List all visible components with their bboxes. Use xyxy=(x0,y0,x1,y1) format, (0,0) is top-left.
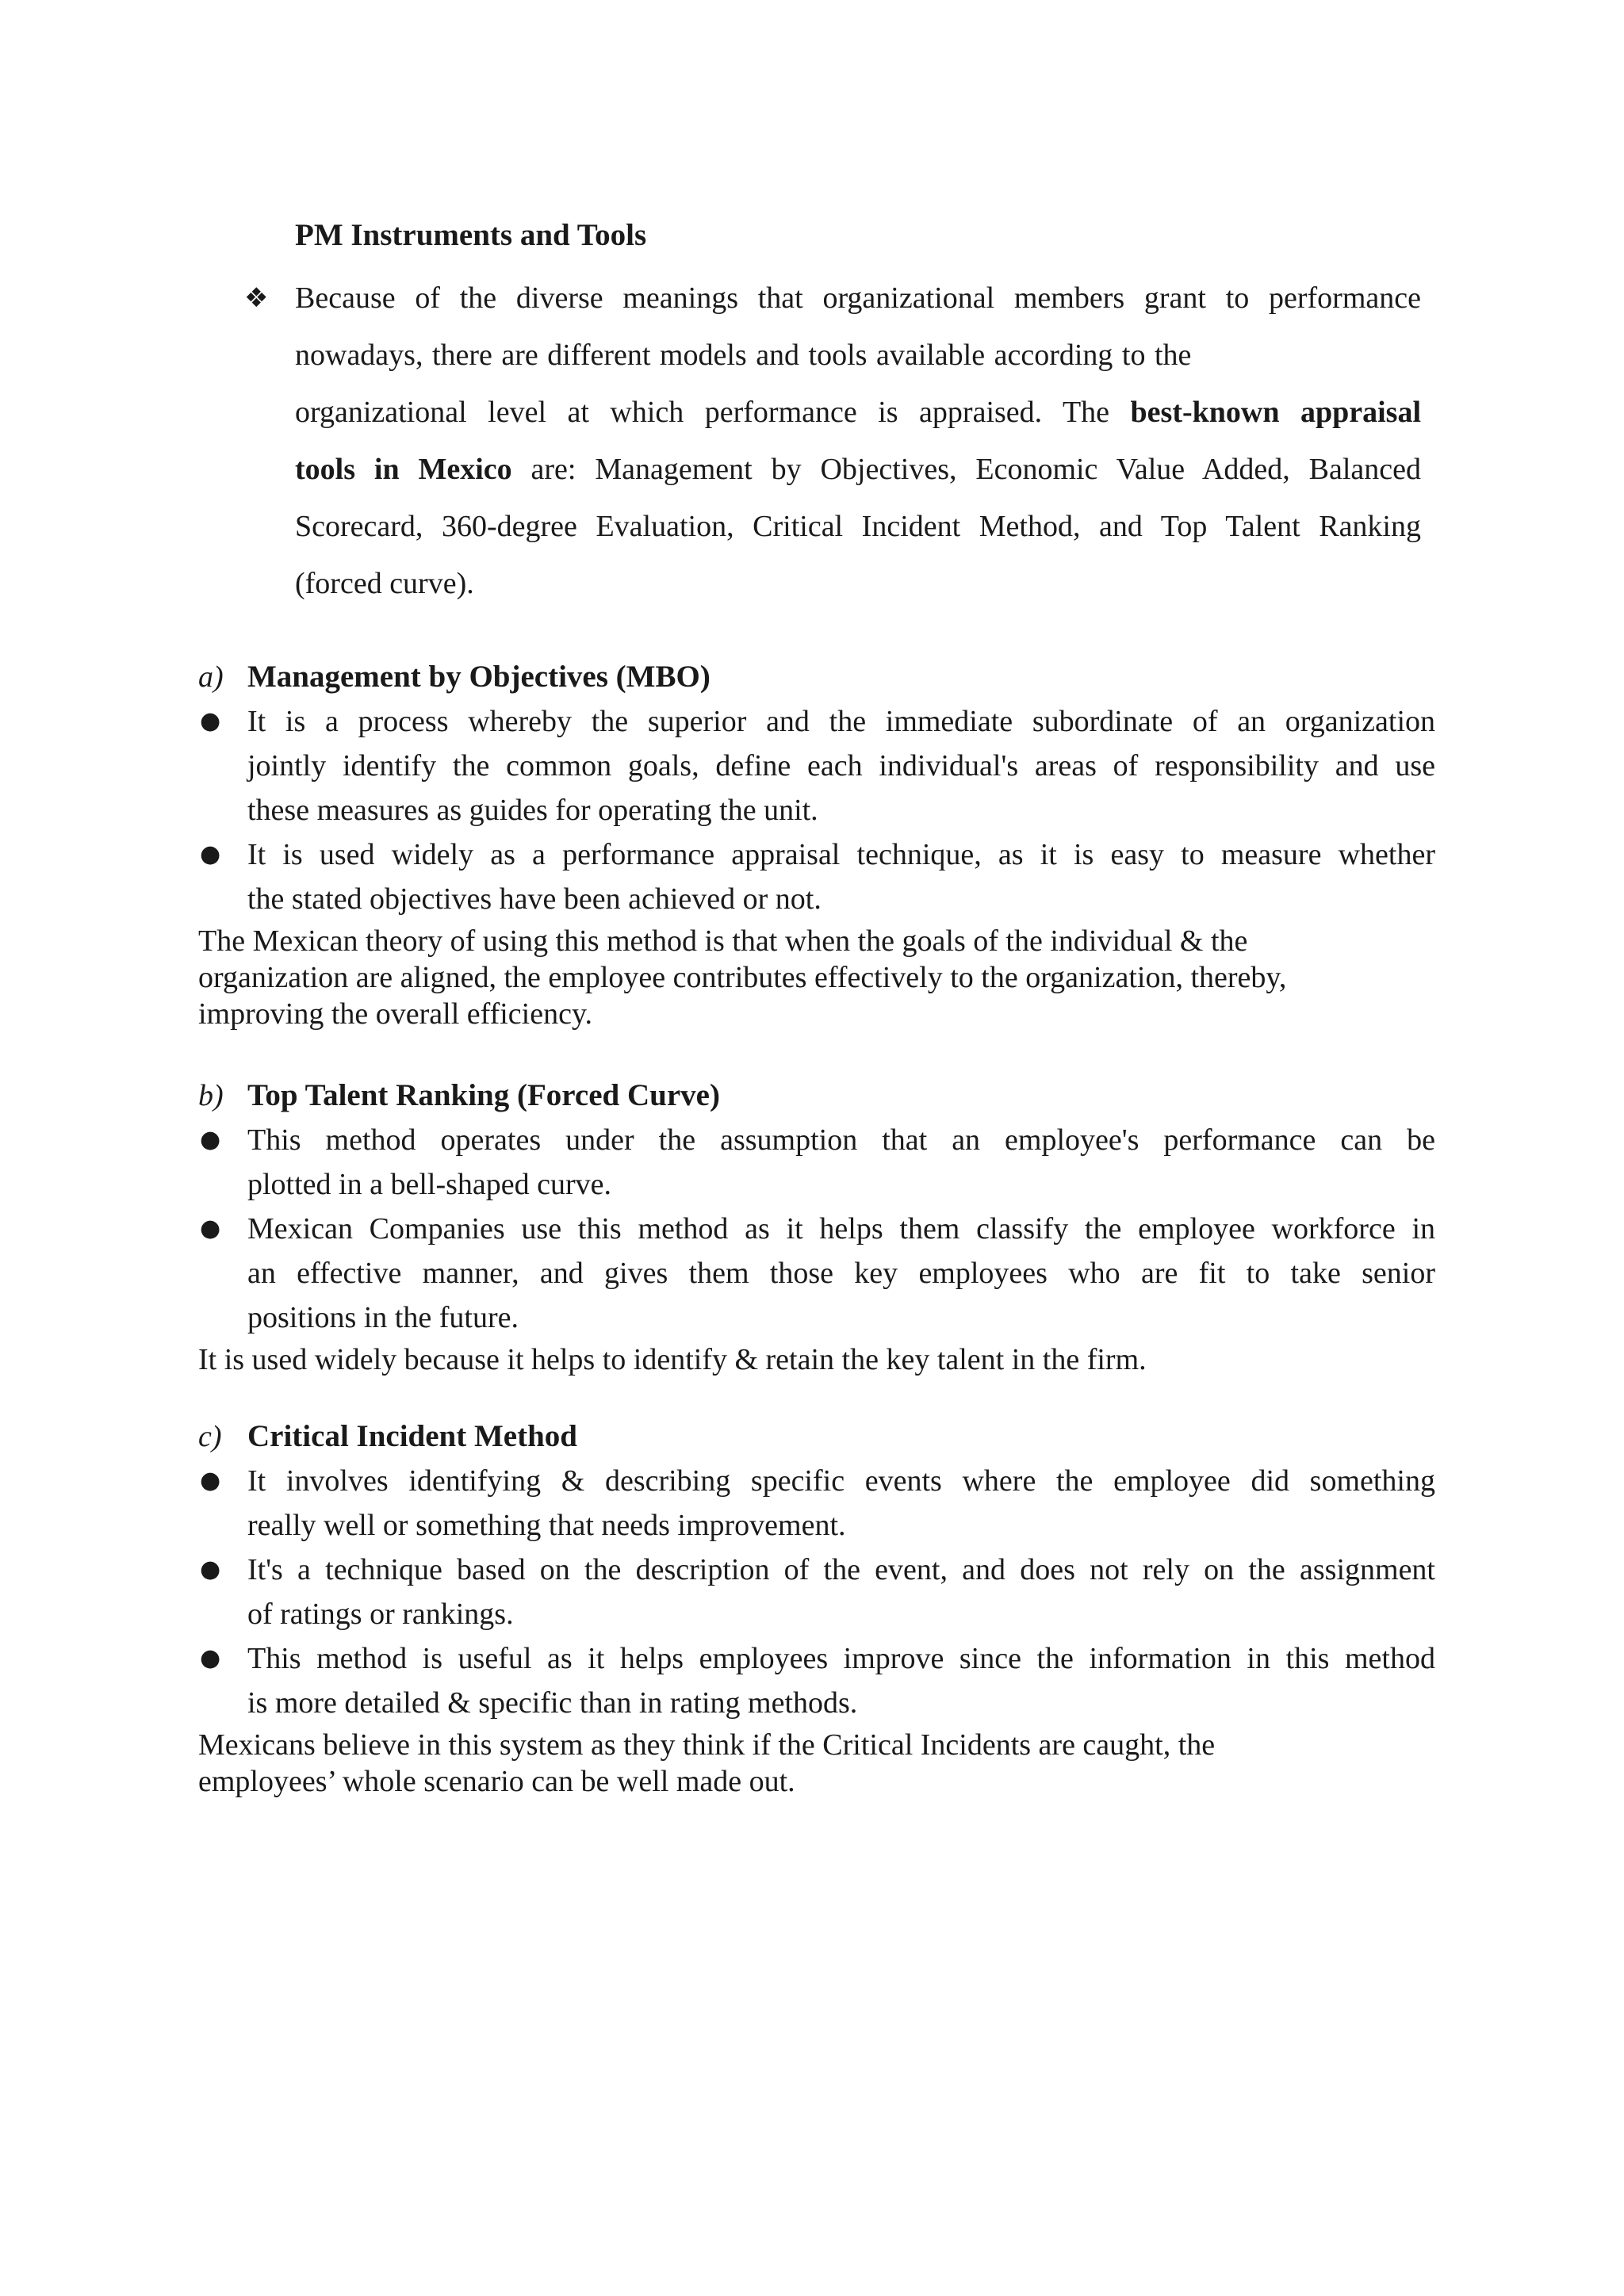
intro-line-2: nowadays, there are different models and tools available according to the xyxy=(295,339,1192,372)
bullet-dot-icon: ● xyxy=(200,1467,221,1494)
list-item-line: these measures as guides for operating the unit. xyxy=(247,794,818,827)
intro-title: PM Instruments and Tools xyxy=(295,218,647,252)
section-letter: b) xyxy=(198,1079,224,1112)
list-item-line: Mexican Companies use this method as it helps them classify the employee workforce in xyxy=(247,1212,1435,1246)
intro-line-6: (forced curve). xyxy=(295,567,474,600)
paragraph-line: employees’ whole scenario can be well made out. xyxy=(198,1765,795,1798)
bullet-dot-icon: ● xyxy=(200,1215,221,1242)
section-critical-incident-method xyxy=(198,1414,1435,1800)
section-heading xyxy=(198,655,1435,699)
intro-line-1: Because of the diverse meanings that organizational members grant to performance xyxy=(295,281,1421,315)
list-item-line: an effective manner, and gives them those key employees who are fit to take senior xyxy=(247,1257,1435,1290)
section-mbo xyxy=(198,655,1435,1032)
list-item xyxy=(198,1636,1435,1725)
list-item xyxy=(198,699,1435,832)
bullet-dot-icon: ● xyxy=(200,707,221,735)
section-paragraph xyxy=(198,1341,1435,1378)
section-title: Critical Incident Method xyxy=(247,1419,577,1453)
intro-line-3-text: organizational level at which performance is appraised. The xyxy=(295,396,1131,429)
list-item xyxy=(198,1118,1435,1207)
list-item xyxy=(198,1459,1435,1548)
bullet-dot-icon: ● xyxy=(200,840,221,868)
bullet-dot-icon: ● xyxy=(200,1644,221,1672)
intro-line-4-text: are: Management by Objectives, Economic Value Added, Balanced xyxy=(511,453,1421,486)
list-item-line: jointly identify the common goals, define each individual's areas of responsibility and use xyxy=(247,749,1435,783)
intro-bold-phrase-2: tools in Mexico xyxy=(295,453,512,486)
list-item xyxy=(198,1207,1435,1340)
list-item-line: positions in the future. xyxy=(247,1301,519,1334)
intro-bold-phrase-1: best-known appraisal xyxy=(1130,396,1421,429)
section-heading xyxy=(198,1414,1435,1459)
list-item xyxy=(198,1548,1435,1636)
list-item xyxy=(198,832,1435,921)
paragraph-line: Mexicans believe in this system as they think if the Critical Incidents are caught, the xyxy=(198,1728,1216,1762)
section-title: Top Talent Ranking (Forced Curve) xyxy=(247,1078,720,1112)
section-letter: c) xyxy=(198,1420,222,1453)
bullet-dot-icon: ● xyxy=(200,1556,221,1583)
list-item-line: really well or something that needs improvement. xyxy=(247,1509,846,1542)
paragraph-line: The Mexican theory of using this method is that when the goals of the individual & the xyxy=(198,924,1248,958)
diamond-bullet-icon: ❖ xyxy=(244,282,269,314)
list-item-line: is more detailed & specific than in rating methods. xyxy=(247,1686,858,1720)
paragraph-line: It is used widely because it helps to identify & retain the key talent in the firm. xyxy=(198,1343,1147,1376)
intro-line-4 xyxy=(295,441,1421,498)
intro-line-5: Scorecard, 360-degree Evaluation, Critical Incident Method, and Top Talent Ranking xyxy=(295,510,1421,543)
list-item-line: It is used widely as a performance appraisal technique, as it is easy to measure whether xyxy=(247,838,1435,871)
bullet-dot-icon: ● xyxy=(200,1126,221,1154)
section-paragraph xyxy=(198,1727,1435,1800)
section-paragraph xyxy=(198,923,1435,1032)
section-top-talent-ranking xyxy=(198,1073,1435,1378)
intro-line-3 xyxy=(295,384,1421,441)
section-title: Management by Objectives (MBO) xyxy=(247,660,710,694)
intro-paragraph xyxy=(295,270,1421,612)
list-item-line: It is a process whereby the superior and the immediate subordinate of an organization xyxy=(247,705,1435,738)
list-item-line: It's a technique based on the description of the event, and does not rely on the assignment xyxy=(247,1553,1435,1586)
paragraph-line: organization are aligned, the employee contributes effectively to the organization, thereby, xyxy=(198,961,1287,994)
paragraph-line: improving the overall efficiency. xyxy=(198,997,592,1031)
list-item-line: plotted in a bell-shaped curve. xyxy=(247,1168,612,1201)
list-item-line: It involves identifying & describing specific events where the employee did something xyxy=(247,1464,1435,1498)
list-item-line: the stated objectives have been achieved or not. xyxy=(247,882,822,916)
list-item-line: This method is useful as it helps employees improve since the information in this method xyxy=(247,1642,1435,1675)
section-letter: a) xyxy=(198,660,224,694)
list-item-line: This method operates under the assumption that an employee's performance can be xyxy=(247,1123,1435,1157)
list-item-line: of ratings or rankings. xyxy=(247,1598,514,1631)
section-heading xyxy=(198,1073,1435,1118)
